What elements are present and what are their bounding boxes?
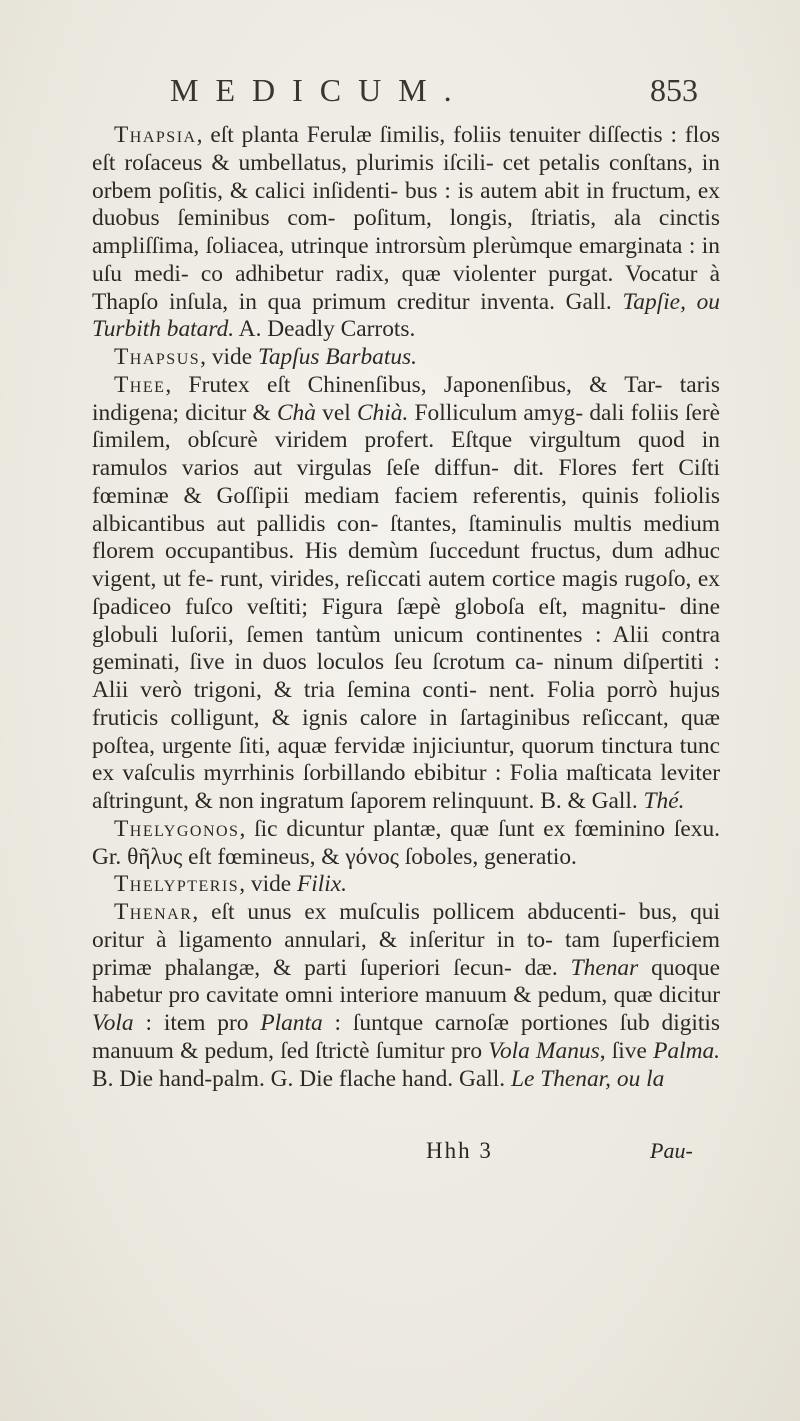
entry-italic-text: Palma.	[653, 1037, 721, 1064]
dictionary-entry	[92, 372, 720, 816]
entry-headword: Thenar	[114, 899, 193, 925]
entry-text: A. Deadly Carrots.	[234, 316, 416, 343]
entry-italic-text: Chà	[276, 399, 316, 426]
entry-italic-text: Planta	[260, 1010, 323, 1036]
entry-italic-text: Filix.	[297, 871, 348, 898]
entry-text: : item pro	[133, 1010, 261, 1036]
entry-text: , vide	[239, 871, 298, 898]
page-number: 853	[650, 72, 698, 108]
dictionary-entry	[92, 899, 720, 1093]
signature-mark: Hhh 3	[426, 1138, 493, 1163]
entry-text: : ſuntque carnoſæ portiones ſub digitis manuum & pedum, ſed ſtrictè ſumitur pro	[92, 1010, 720, 1064]
entry-italic-text: Le Thenar, ou la	[510, 1065, 665, 1092]
page-footer	[0, 1138, 800, 1168]
entry-text: Folliculum amyg- dali foliis ſerè ſimilem, obſcurè viridem profert. Eſtque virgultum quod in ramulos varios aut virgulas ſeſe diffun- dit. Flores fert Ciſti fœminæ & Goſſipii mediam faciem referentis, quinis foliolis albicantibus aut pallidis con- ſtantes, ſtaminulis multis medium florem occupantibus. His demùm ſuccedunt fructus, dum adhuc vigent, ut fe- runt, virides, reſiccati autem cortice magis rugoſo, ex ſpadiceo fuſco veſtiti; Figura ſæpè globoſa eſt, magnitu- dine globuli luſorii, ſemen tantùm unicum continentes : Alii contra geminati, ſive in duos loculos ſeu ſcrotum ca- ninum diſpertiti : Alii verò trigoni, & tria ſemina conti- nent. Folia porrò hujus fruticis colligunt, & ignis calore in ſartaginibus reſiccant, quæ poſtea, urgente ſiti, aquæ fervidæ injiciuntur, quorum tinctura tunc ex vaſculis myrrhinis ſorbillando ebibitur : Folia maſticata leviter aſtringunt, & non ingratum ſaporem relinquunt. B. & Gall.	[92, 399, 720, 814]
dictionary-entry	[92, 816, 720, 872]
entry-italic-text: Vola Manus	[488, 1037, 600, 1064]
entry-headword: Thapsia	[114, 122, 197, 148]
catchword: Pau-	[650, 1138, 693, 1163]
entry-text: B. Die hand-palm. G. Die flache hand. Gall.	[92, 1065, 511, 1092]
entry-headword: Thelypteris	[114, 871, 240, 898]
dictionary-entry	[92, 122, 720, 344]
entry-text: , ſic dicuntur plantæ, quæ ſunt ex fœminino ſexu. Gr. θῆλυς eſt fœmineus, & γόνος ſoboles, generatio.	[92, 815, 720, 870]
entry-italic-text: Thé.	[643, 788, 685, 814]
entry-italic-text: Chià.	[356, 399, 409, 426]
entry-text: , ſive	[599, 1037, 654, 1064]
running-head	[0, 72, 800, 112]
entry-text: , vide	[200, 344, 258, 370]
running-head-title: MEDICUM.	[170, 72, 469, 108]
entry-text: , Frutex eſt Chinenſibus, Japonenſibus, & Tar- taris indigena; dicitur &	[92, 371, 720, 426]
dictionary-entry	[92, 871, 720, 899]
entry-text: , eſt planta Ferulæ ſimilis, foliis tenuiter diſſectis : flos eſt roſaceus & umbellatus, plurimis iſcili- cet petalis conſtans, in orbem poſitis, & calici inſidenti- bus : is autem abit in fructum, ex duobus ſeminibus com- poſitum, longis, ſtriatis, ala cinctis ampliſſima, ſoliacea, utrinque introrsùm plerùmque emarginata : in uſu medi- co adhibetur radix, quæ violenter purgat. Vocatur à Thapſo inſula, in qua primum creditur inventa. Gall.	[92, 122, 720, 315]
entry-text: vel	[315, 399, 357, 426]
entry-italic-text: Tapſus Barbatus.	[257, 344, 418, 370]
dictionary-entry	[92, 344, 720, 372]
entry-headword: Thee	[114, 371, 166, 398]
entry-italic-text: Vola	[92, 1010, 134, 1036]
entry-headword: Thelygonos	[114, 815, 240, 842]
entry-text: quoque habetur pro cavitate omni interiore manuum & pedum, quæ dicitur	[92, 954, 720, 1009]
dictionary-body	[92, 122, 720, 1093]
entry-italic-text: Tapſie, ou Turbith batard.	[92, 288, 720, 343]
entry-italic-text: Thenar	[570, 954, 639, 981]
entry-headword: Thapsus	[114, 344, 201, 370]
entry-text: , eſt unus ex muſculis pollicem abducenti- bus, qui oritur à ligamento annulari, & inſeritur in to- tam ſuperficiem primæ phalangæ, & parti ſuperiori ſecun- dæ.	[92, 899, 720, 981]
